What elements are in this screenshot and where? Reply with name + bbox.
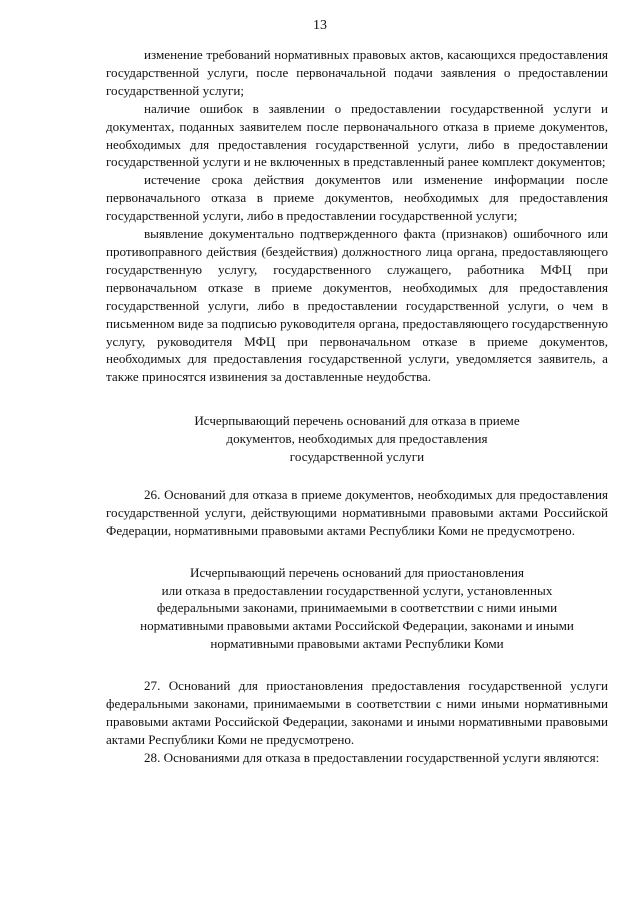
section-heading-refusal-acceptance [106,412,608,466]
heading-line: нормативными правовыми актами Республики Коми [210,636,504,652]
page-number: 13 [313,18,327,33]
heading-line: документов, необходимых для предоставления [226,431,488,447]
heading-line: Исчерпывающий перечень оснований для отказа в приеме [194,413,520,429]
heading-line: нормативными правовыми актами Российской Федерации, законами и иными [140,618,574,634]
heading-line: государственной услуги [289,449,425,465]
paragraph-28: 28. Основаниями для отказа в предоставлении государственной услуги являются: [144,749,600,765]
heading-line: или отказа в предоставлении государственной услуги, установленных [161,582,553,598]
paragraph-26: 26. Оснований для отказа в приеме документов, необходимых для предоставления государственной услуги, действующими нормативными правовыми актами Российской Федерации, нормативными правовыми актами Республики Коми не предусмотрено. [106,486,608,538]
heading-line: федеральными законами, принимаемыми в соответствии с ними иными [156,600,558,616]
paragraph-27: 27. Оснований для приостановления предоставления государственной услуги федеральными законами, принимаемыми в соответствии с ними иными нормативными правовыми актами Российской Федерации, законами и иными нормативными правовыми актами Республики Коми не предусмотрено. [106,678,608,747]
section-heading-suspension-refusal [106,564,608,654]
paragraph-erroneous-action: выявление документально подтвержденного факта (признаков) ошибочного или противоправного действия (бездействия) должностного лица органа, предоставляющего государственную услугу, государственного служащего, работника МФЦ при первоначальном отказе в приеме документов, необходимых для предоставления государственной услуги, либо в предоставлении государственной услуги, о чем в письменном виде за подписью руководителя органа, предоставляющего государственную услугу, руководителя МФЦ при первоначальном отказе в приеме документов, необходимых для предоставления государственной услуги, уведомляется заявитель, а также приносятся извинения за доставленные неудобства. [106,226,608,385]
paragraph-errors-in-application: наличие ошибок в заявлении о предоставлении государственной услуги и документах, поданных заявителем после первоначального отказа в приеме документов, необходимых для предоставления государственной услуги, либо в предоставлении государственной услуги и не включенных в представленный ранее комплект документов; [106,100,608,170]
paragraph-requirements-change: изменение требований нормативных правовых актов, касающихся предоставления государственной услуги, после первоначальной подачи заявления о предоставлении государственной услуги; [106,47,608,98]
heading-line: Исчерпывающий перечень оснований для приостановления [190,564,524,580]
paragraph-document-expiry: истечение срока действия документов или изменение информации после первоначального отказа в приеме документов, необходимых для предоставления государственной услуги, либо в предоставлении государственной услуги; [106,172,608,224]
document-body [106,46,608,767]
